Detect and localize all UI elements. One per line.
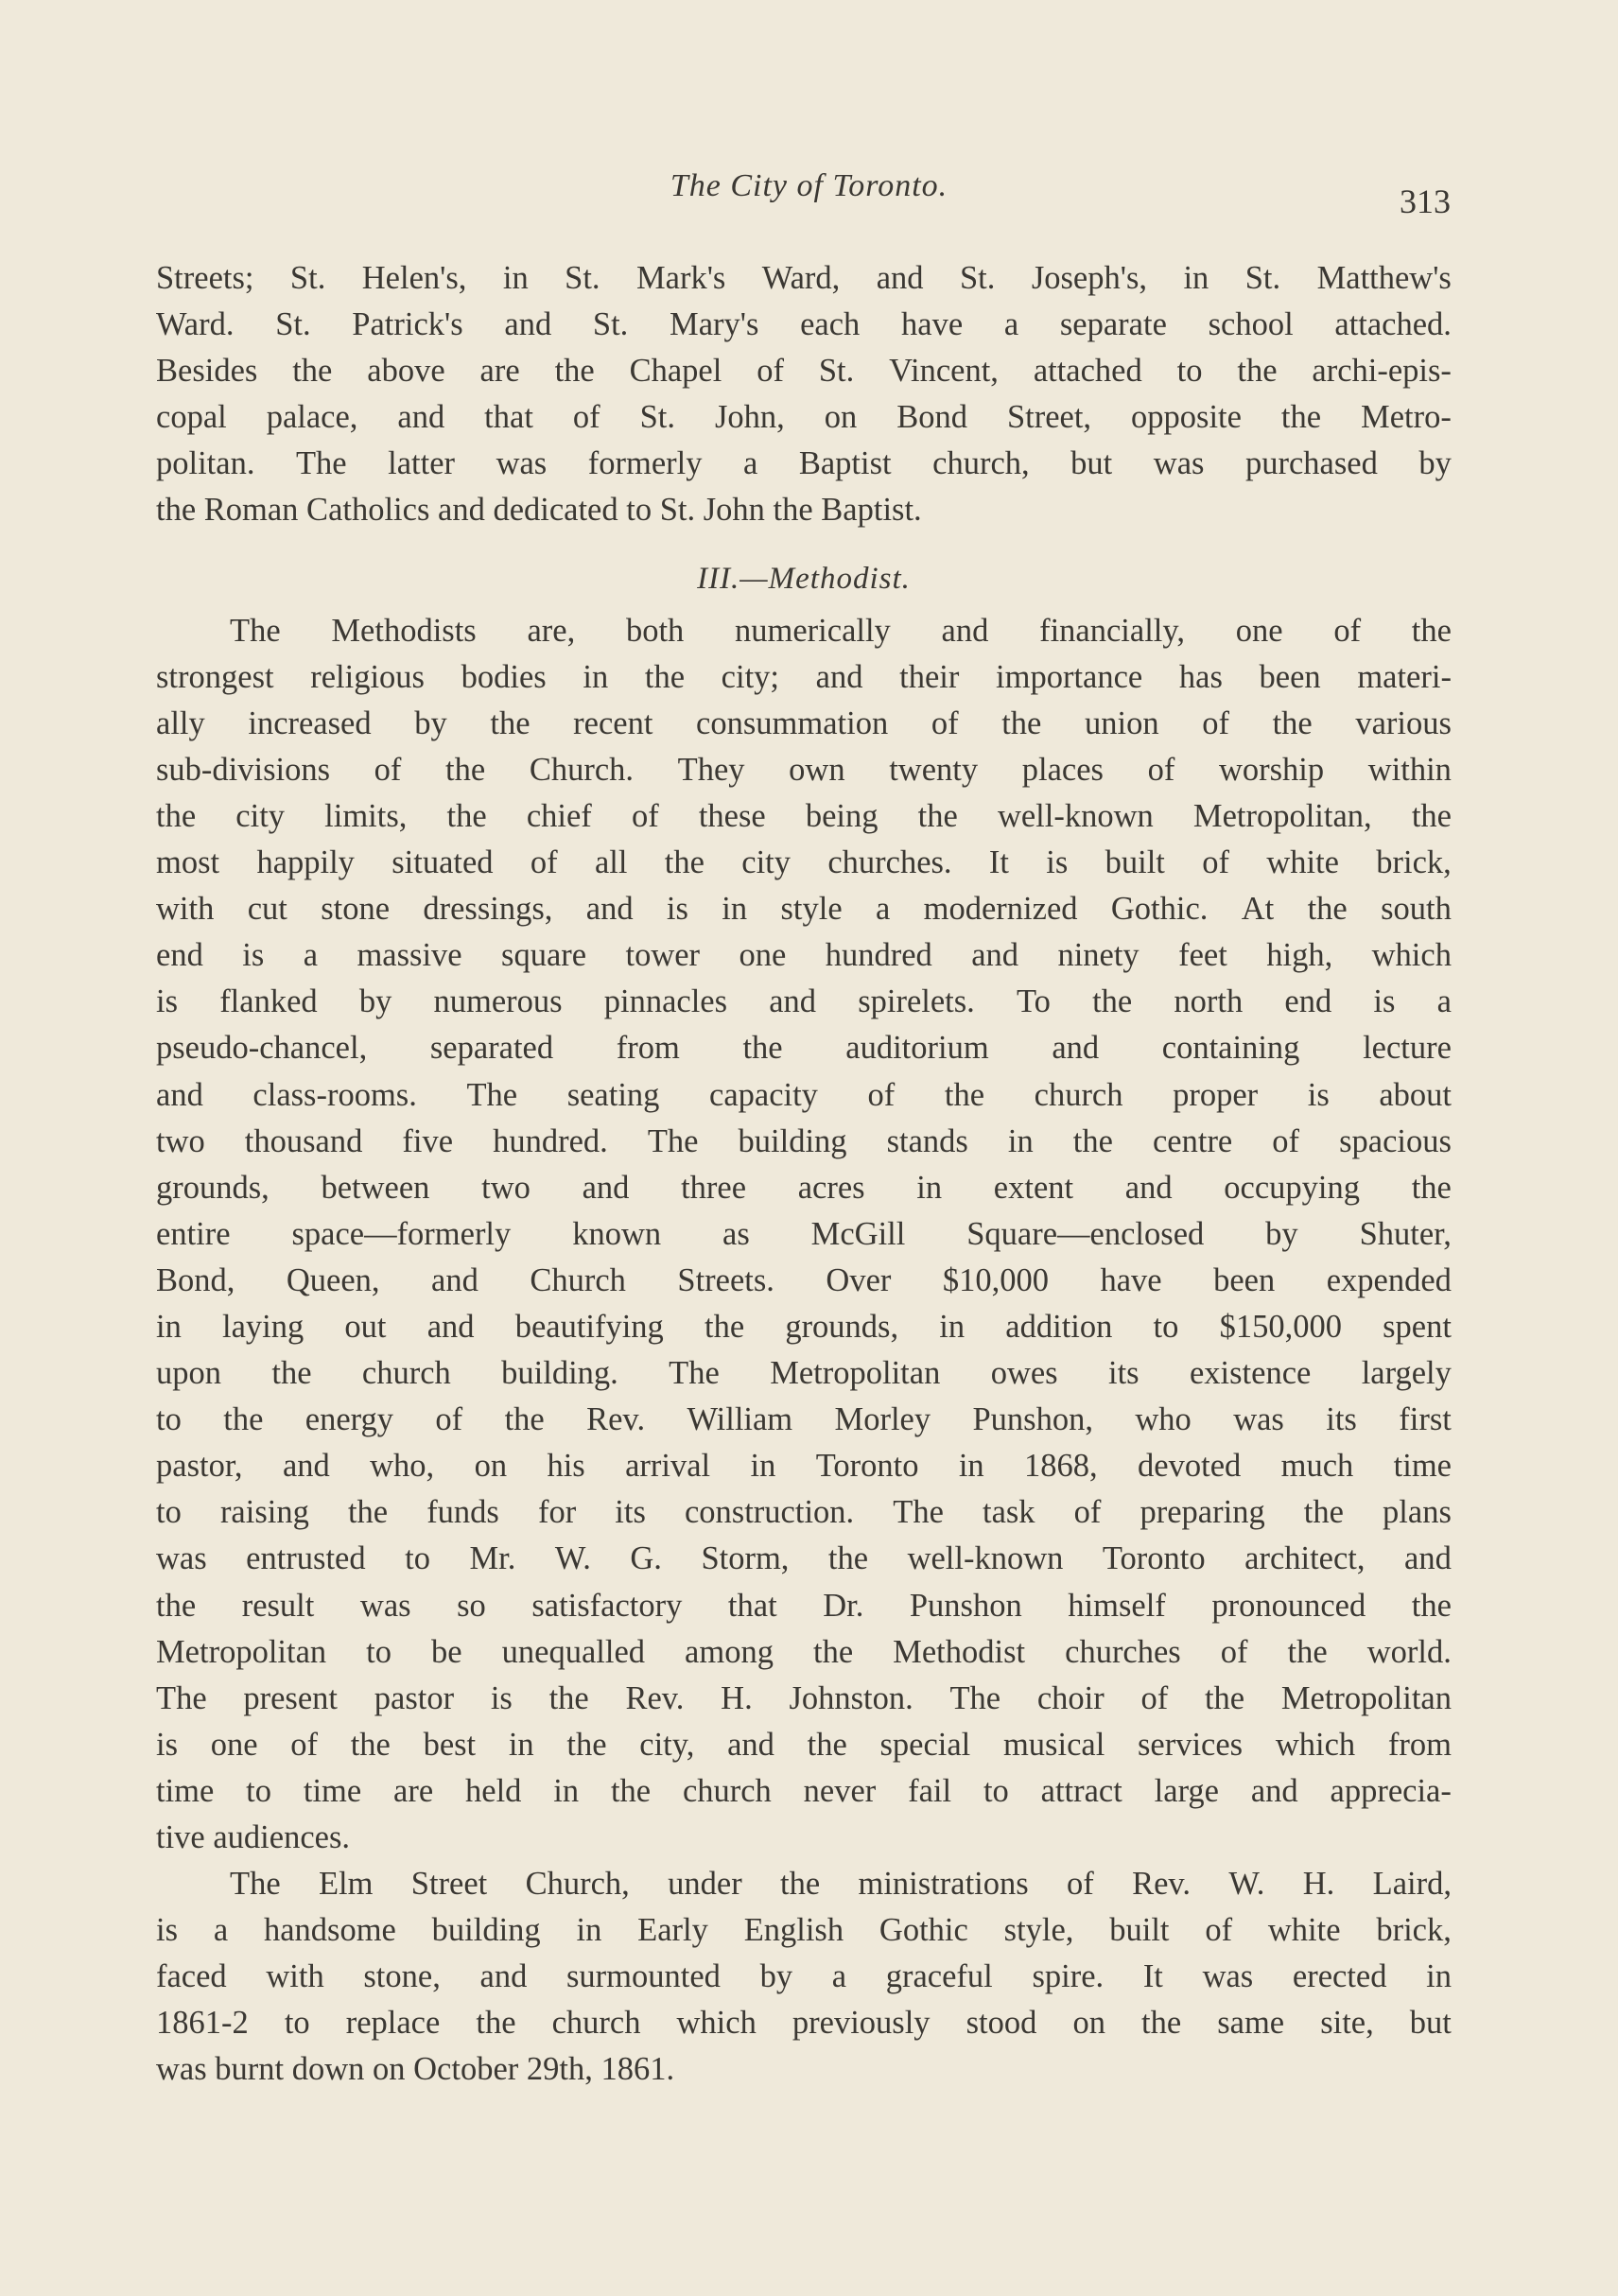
text-line: the city limits, the chief of these being the well-known Metropolitan, the <box>156 797 1452 834</box>
text-line: is flanked by numerous pinnacles and spirelets. To the north end is a <box>156 983 1452 1020</box>
text-line: grounds, between two and three acres in extent and occupying the <box>156 1169 1452 1206</box>
text-line: pseudo-chancel, separated from the auditorium and containing lecture <box>156 1030 1452 1067</box>
text-line: The Elm Street Church, under the ministrations of Rev. W. H. Laird, <box>230 1866 1452 1903</box>
text-line: Besides the above are the Chapel of St. Vincent, attached to the archi-epis- <box>156 353 1452 390</box>
text-line: politan. The latter was formerly a Baptist church, but was purchased by <box>156 445 1452 482</box>
text-line: the Roman Catholics and dedicated to St. John the Baptist. <box>156 492 922 529</box>
text-line: to raising the funds for its construction. The task of preparing the plans <box>156 1494 1452 1531</box>
text-line: with cut stone dressings, and is in style a modernized Gothic. At the south <box>156 891 1452 928</box>
text-line: is a handsome building in Early English Gothic style, built of white brick, <box>156 1912 1452 1949</box>
text-line: Streets; St. Helen's, in St. Mark's Ward, and St. Joseph's, in St. Matthew's <box>156 260 1452 296</box>
paragraph <box>156 1861 1452 2093</box>
text-line: was entrusted to Mr. W. G. Storm, the well-known Toronto architect, and <box>156 1540 1452 1577</box>
text-line: to the energy of the Rev. William Morley Punshon, who was its first <box>156 1401 1452 1438</box>
text-line: copal palace, and that of St. John, on Bond Street, opposite the Metro- <box>156 399 1452 436</box>
paragraph <box>156 255 1452 534</box>
text-line: Bond, Queen, and Church Streets. Over $10,000 have been expended <box>156 1261 1452 1298</box>
text-line: was burnt down on October 29th, 1861. <box>156 2051 675 2088</box>
text-line: faced with stone, and surmounted by a graceful spire. It was erected in <box>156 1958 1452 1995</box>
text-line: pastor, and who, on his arrival in Toronto in 1868, devoted much time <box>156 1448 1452 1485</box>
body-text <box>156 255 1452 2094</box>
text-line: is one of the best in the city, and the special musical services which from <box>156 1726 1452 1763</box>
text-line: Ward. St. Patrick's and St. Mary's each have a separate school attached. <box>156 306 1452 343</box>
text-line: end is a massive square tower one hundred and ninety feet high, which <box>156 937 1452 974</box>
text-line: 1861-2 to replace the church which previously stood on the same site, but <box>156 2005 1452 2042</box>
text-line: entire space—formerly known as McGill Square—enclosed by Shuter, <box>156 1215 1452 1252</box>
text-line: most happily situated of all the city churches. It is built of white brick, <box>156 844 1452 881</box>
text-line: sub-divisions of the Church. They own twenty places of worship within <box>156 751 1452 788</box>
running-title: The City of Toronto. <box>670 168 948 203</box>
text-line: strongest religious bodies in the city; and their importance has been materi- <box>156 658 1452 695</box>
text-line: the result was so satisfactory that Dr. Punshon himself pronounced the <box>156 1587 1452 1624</box>
text-line: Metropolitan to be unequalled among the Methodist churches of the world. <box>156 1633 1452 1670</box>
paragraph <box>156 608 1452 1862</box>
text-line: The Methodists are, both numerically and financially, one of the <box>230 612 1452 649</box>
text-line: and class-rooms. The seating capacity of the church proper is about <box>156 1076 1452 1113</box>
text-line: in laying out and beautifying the grounds, in addition to $150,000 spent <box>156 1308 1452 1345</box>
text-line: time to time are held in the church never fail to attract large and apprecia- <box>156 1772 1452 1809</box>
section-heading: III.—Methodist. <box>697 561 911 596</box>
text-line: upon the church building. The Metropolitan owes its existence largely <box>156 1355 1452 1392</box>
page-number: 313 <box>1400 183 1451 220</box>
text-line: ally increased by the recent consummation of the union of the various <box>156 704 1452 741</box>
text-line: The present pastor is the Rev. H. Johnston. The choir of the Metropolitan <box>156 1679 1452 1716</box>
text-line: two thousand five hundred. The building stands in the centre of spacious <box>156 1122 1452 1159</box>
text-line: tive audiences. <box>156 1819 350 1855</box>
